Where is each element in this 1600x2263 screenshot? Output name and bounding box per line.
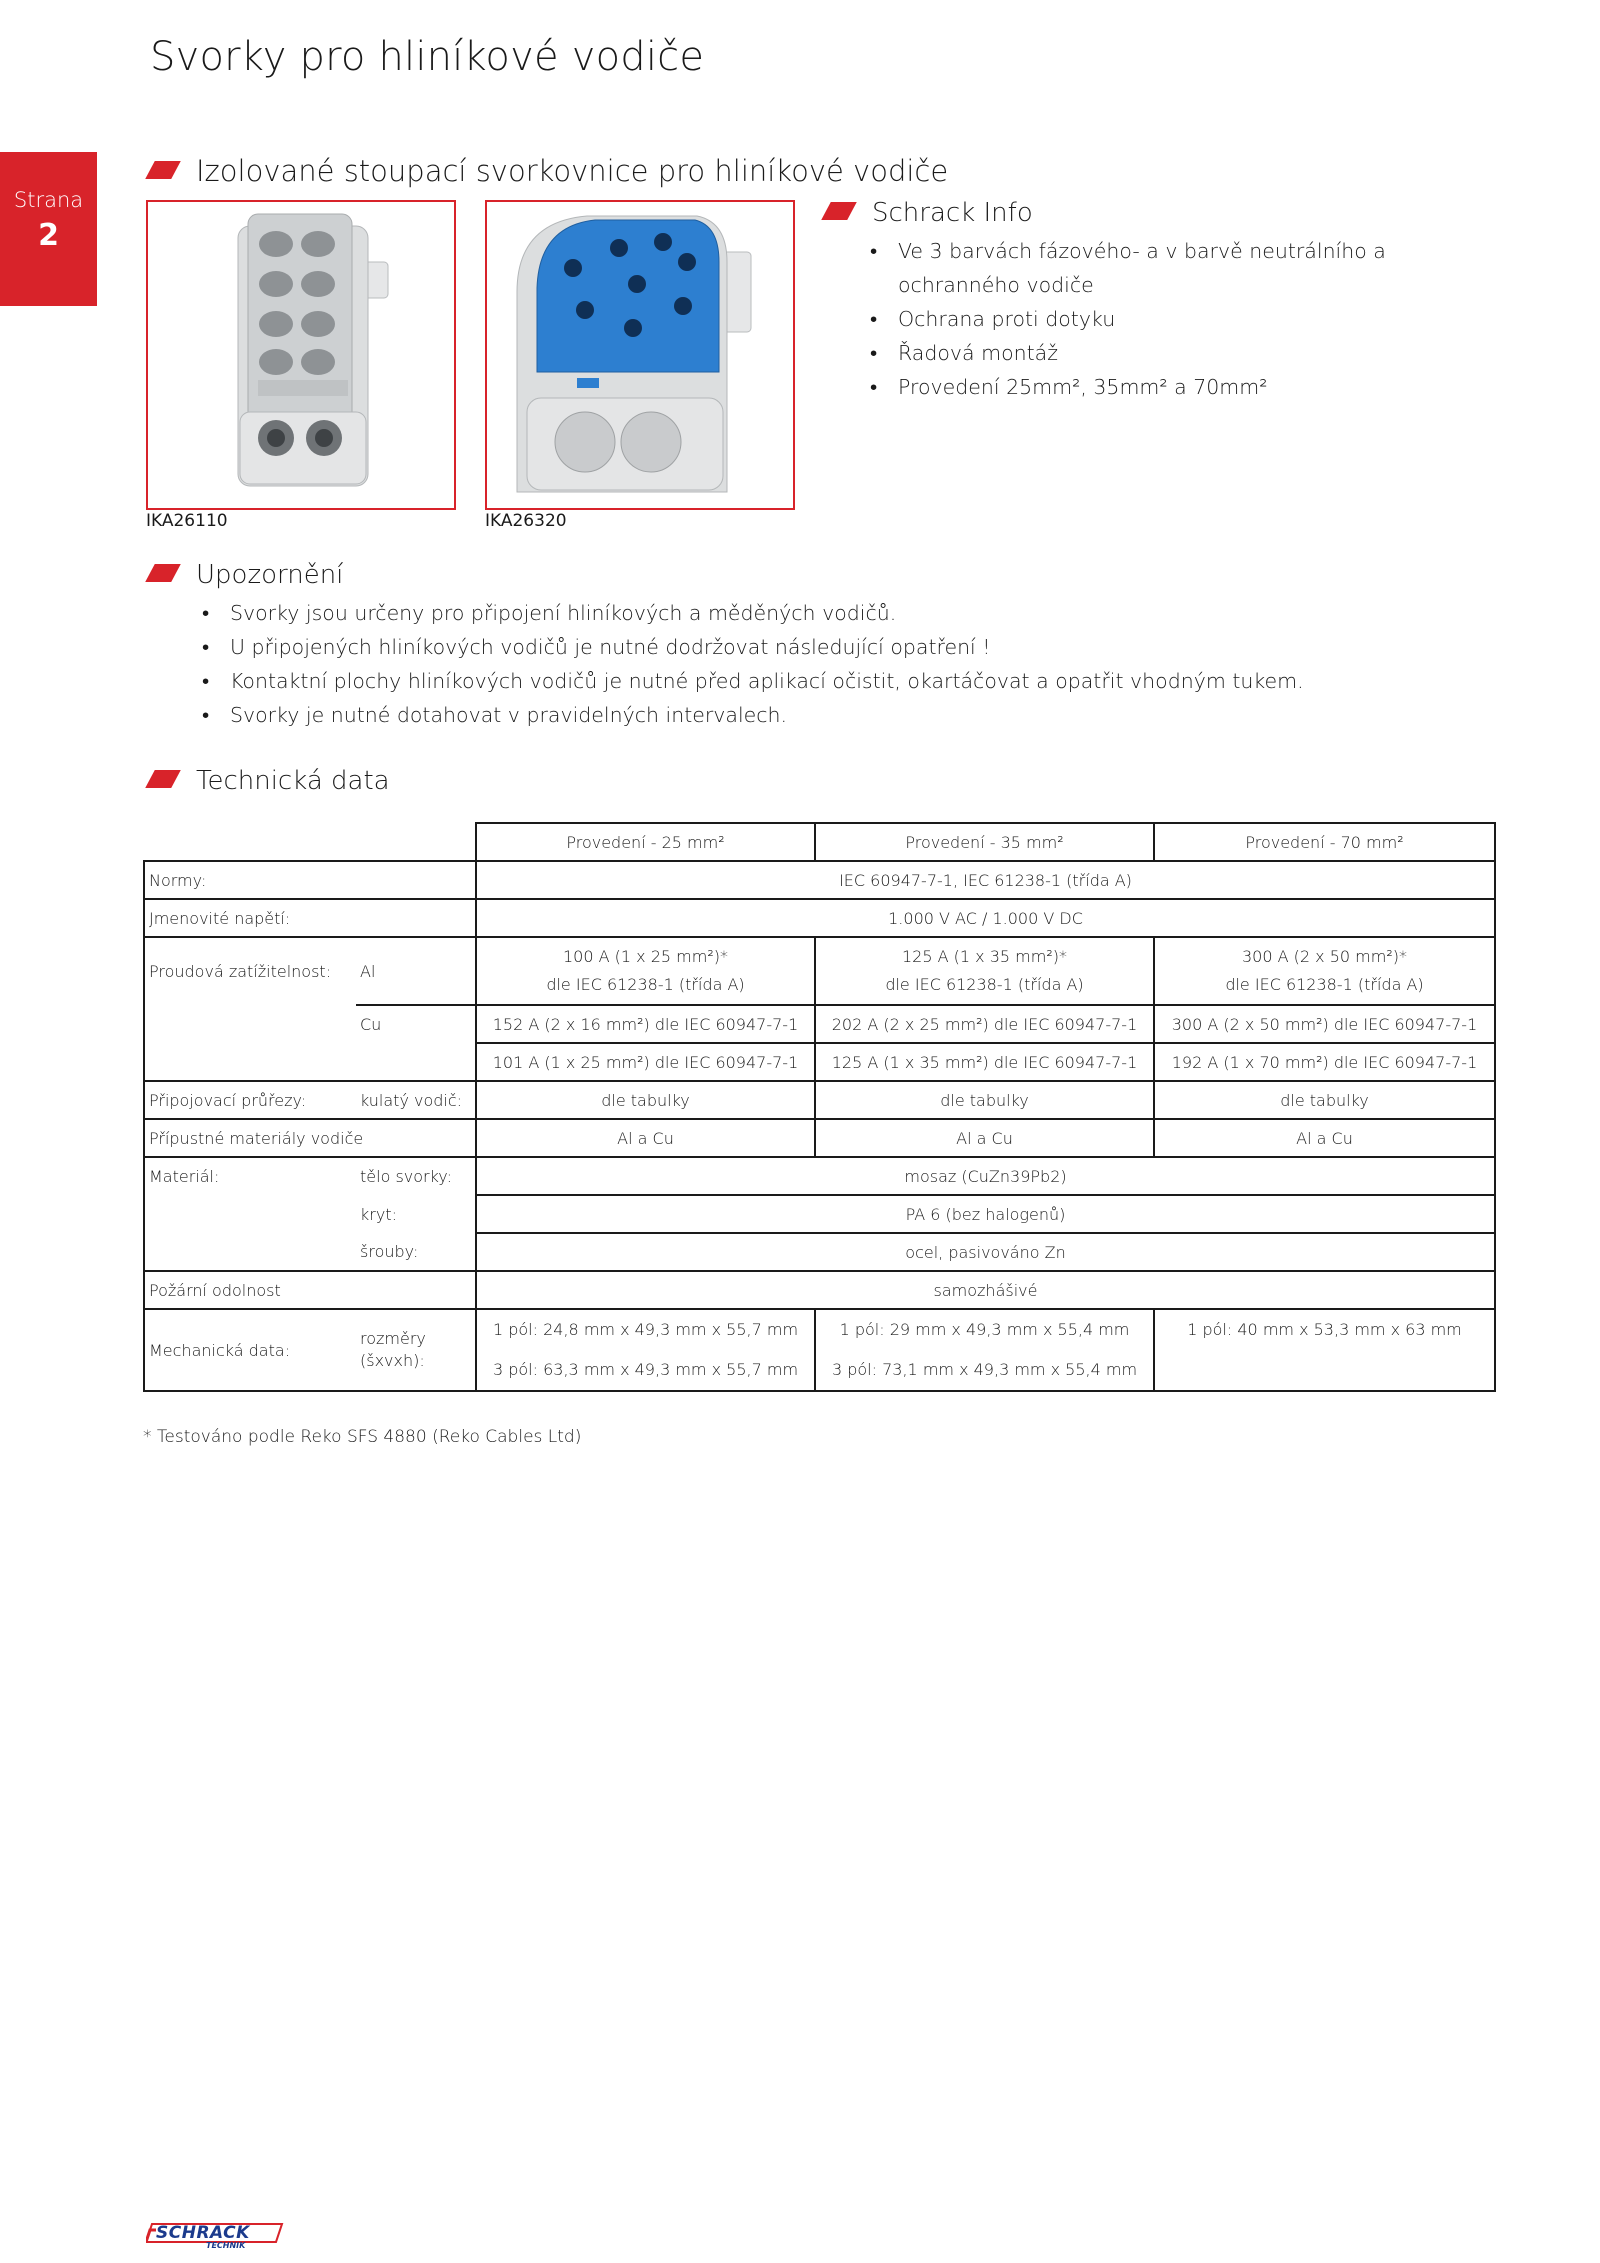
list-item: • U připojených hliníkových vodičů je nutné dodržovat následující opatření ! [194,630,1494,664]
terminal-block-blue-icon [487,202,793,508]
cell-value: dle tabulky [815,1081,1154,1119]
table-row [144,1309,1495,1391]
product-caption: IKA26320 [485,511,567,531]
cell-value: 1 pól: 40 mm x 53,3 mm x 63 mm [1154,1309,1495,1391]
cell-value: 1 pól: 24,8 mm x 49,3 mm x 55,7 mm 3 pól: 63,3 mm x 49,3 mm x 55,7 mm [476,1309,815,1391]
product-image-ika26320 [485,200,795,510]
red-marker-icon [145,770,181,788]
cell-value: 100 A (1 x 25 mm²)* dle IEC 61238-1 (třída A) [476,937,815,1005]
cell-value: dle tabulky [1154,1081,1495,1119]
row-sublabel: kulatý vodič: [356,1081,476,1119]
row-sublabel: rozměry (šxvxh): [356,1309,476,1391]
page-tab-label: Strana [13,188,84,212]
cell-value: 192 A (1 x 70 mm²) dle IEC 60947-7-1 [1154,1043,1495,1081]
cell-value: ocel, pasivováno Zn [476,1233,1495,1271]
row-sublabel: tělo svorky: [356,1157,476,1195]
column-header: Provedení - 70 mm² [1154,823,1495,861]
row-sublabel: kryt: [356,1195,476,1233]
table-row [144,1195,1495,1233]
page-tab [0,152,97,306]
row-label: Požární odolnost [144,1271,476,1309]
page-title: Svorky pro hliníkové vodiče [150,34,705,80]
row-label: Připojovací průřezy: [144,1081,356,1119]
list-item: • Svorky je nutné dotahovat v pravidelných intervalech. [194,698,1494,732]
table-header-row [144,823,1495,861]
warning-list [194,596,1494,732]
column-header: Provedení - 35 mm² [815,823,1154,861]
row-sublabel: Al [356,937,476,1005]
cell-value: mosaz (CuZn39Pb2) [476,1157,1495,1195]
schrack-info-heading: Schrack Info [826,198,1033,228]
cell-value: Al a Cu [1154,1119,1495,1157]
schrack-info-list [862,234,1512,404]
red-marker-icon [145,564,181,582]
red-marker-icon [145,161,181,179]
list-item: • Ve 3 barvách fázového- a v barvě neutrálního a ochranného vodiče [862,234,1512,302]
row-label: Jmenovité napětí: [144,899,476,937]
cell-value: 152 A (2 x 16 mm²) dle IEC 60947-7-1 [476,1005,815,1043]
cell-value: 300 A (2 x 50 mm²) dle IEC 60947-7-1 [1154,1005,1495,1043]
product-caption: IKA26110 [146,511,228,531]
row-label: Materiál: [144,1157,356,1195]
cell-value: samozhášivé [476,1271,1495,1309]
cell-value: 202 A (2 x 25 mm²) dle IEC 60947-7-1 [815,1005,1154,1043]
cell-value: 1 pól: 29 mm x 49,3 mm x 55,4 mm 3 pól: 73,1 mm x 49,3 mm x 55,4 mm [815,1309,1154,1391]
page-number: 2 [38,218,59,253]
cell-value: dle tabulky [476,1081,815,1119]
product-image-ika26110 [146,200,456,510]
cell-value: 101 A (1 x 25 mm²) dle IEC 60947-7-1 [476,1043,815,1081]
section-heading-main: Izolované stoupací svorkovnice pro hliníkové vodiče [150,154,948,188]
table-row [144,1081,1495,1119]
table-row [144,1233,1495,1271]
cell-value: Al a Cu [815,1119,1154,1157]
column-header: Provedení - 25 mm² [476,823,815,861]
cell-value: 1.000 V AC / 1.000 V DC [476,899,1495,937]
list-item: • Ochrana proti dotyku [862,302,1512,336]
row-label: Mechanická data: [144,1309,356,1391]
cell-value: IEC 60947-7-1, IEC 61238-1 (třída A) [476,861,1495,899]
cell-value: PA 6 (bez halogenů) [476,1195,1495,1233]
cell-value: Al a Cu [476,1119,815,1157]
schrack-logo [146,2222,286,2248]
row-sublabel: Cu [356,1005,476,1043]
list-item: • Řadová montáž [862,336,1512,370]
tech-data-heading: Technická data [150,766,390,796]
logo-text: SCHRACK [156,2223,250,2243]
row-label: Normy: [144,861,476,899]
footnote: * Testováno podle Reko SFS 4880 (Reko Cables Ltd) [143,1427,582,1447]
row-label: Proudová zatížitelnost: [144,937,356,1005]
table-row [144,899,1495,937]
row-sublabel: šrouby: [356,1233,476,1271]
table-row [144,1271,1495,1309]
red-marker-icon [821,202,857,220]
list-item: • Kontaktní plochy hliníkových vodičů je nutné před aplikací očistit, okartáčovat a opatřit vhodným tukem. [194,664,1494,698]
table-row [144,1005,1495,1043]
logo-subtext: TECHNIK [206,2241,246,2250]
cell-value: 125 A (1 x 35 mm²) dle IEC 60947-7-1 [815,1043,1154,1081]
cell-value: 300 A (2 x 50 mm²)* dle IEC 61238-1 (třída A) [1154,937,1495,1005]
table-row [144,1119,1495,1157]
terminal-block-grey-icon [148,202,454,508]
tech-data-table [143,822,1496,1392]
list-item: • Svorky jsou určeny pro připojení hliníkových a měděných vodičů. [194,596,1494,630]
table-row [144,861,1495,899]
warning-heading: Upozornění [150,560,343,590]
table-row [144,1043,1495,1081]
list-item: • Provedení 25mm², 35mm² a 70mm² [862,370,1512,404]
row-label: Přípustné materiály vodiče [144,1119,476,1157]
table-row [144,1157,1495,1195]
cell-value: 125 A (1 x 35 mm²)* dle IEC 61238-1 (třída A) [815,937,1154,1005]
table-row [144,937,1495,1005]
